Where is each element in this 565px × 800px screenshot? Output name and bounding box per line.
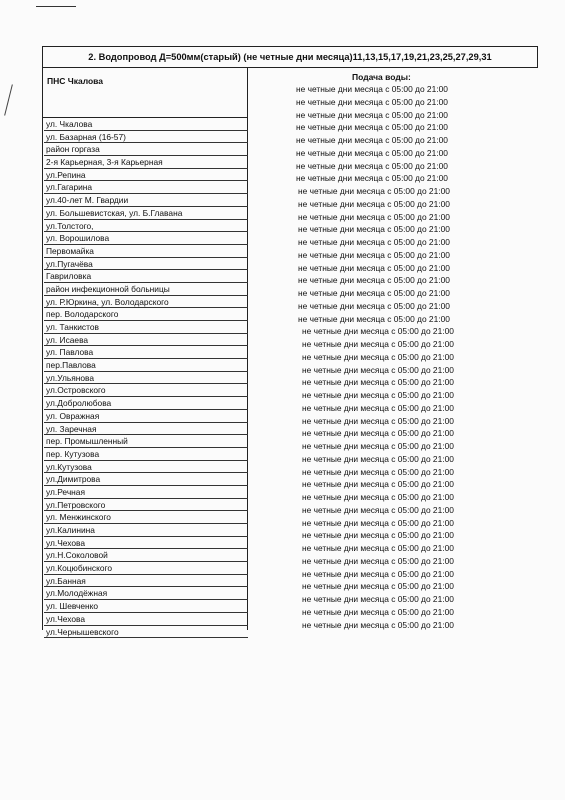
schedule-row: не четные дни месяца с 05:00 до 21:00 [296,160,448,171]
street-row: ул.Коцюбинского [44,562,248,575]
schedule-row: не четные дни месяца с 05:00 до 21:00 [302,568,454,579]
street-row: ул.Чехова [44,537,248,550]
street-row: пер. Промышленный [44,435,248,448]
schedule-row: не четные дни месяца с 05:00 до 21:00 [302,326,454,337]
schedule-row: не четные дни месяца с 05:00 до 21:00 [298,300,450,311]
schedule-row: не четные дни месяца с 05:00 до 21:00 [302,466,454,477]
street-row: ул.Пугачёва [44,258,248,271]
schedule-row: не четные дни месяца с 05:00 до 21:00 [302,402,454,413]
street-row: ул. Базарная (16-57) [44,131,248,144]
schedule-row: не четные дни месяца с 05:00 до 21:00 [302,606,454,617]
schedule-row: не четные дни месяца с 05:00 до 21:00 [302,351,454,362]
street-row: ул. Ворошилова [44,232,248,245]
schedule-row: не четные дни месяца с 05:00 до 21:00 [298,313,450,324]
street-row: пер. Кутузова [44,448,248,461]
street-row: ул. Исаева [44,334,248,347]
schedule-row: не четные дни месяца с 05:00 до 21:00 [298,198,450,209]
schedule-row: не четные дни месяца с 05:00 до 21:00 [302,619,454,630]
schedule-row: не четные дни месяца с 05:00 до 21:00 [302,339,454,349]
street-row: ул. Р.Юркина, ул. Володарского [44,296,248,309]
street-row: ул.Гагарина [44,181,248,194]
section-title-box [42,46,538,68]
schedule-row: не четные дни месяца с 05:00 до 21:00 [298,186,450,196]
street-row: район инфекционной больницы [44,283,248,296]
street-row: Первомайка [44,245,248,258]
schedule-row: не четные дни месяца с 05:00 до 21:00 [296,109,448,120]
street-row: ул. Овражная [44,410,248,423]
street-row: ул. Чкалова [44,118,248,131]
schedule-row: не четные дни месяца с 05:00 до 21:00 [302,441,454,451]
street-row: район горгаза [44,143,248,156]
street-row: пер.Павлова [44,359,248,372]
street-row: ул.Чехова [44,613,248,626]
schedule-row: не четные дни месяца с 05:00 до 21:00 [296,84,448,94]
street-row: ул.Кутузова [44,461,248,474]
schedule-row: не четные дни месяца с 05:00 до 21:00 [298,237,450,247]
schedule-row: не четные дни месяца с 05:00 до 21:00 [302,428,454,439]
street-row: ул.Димитрова [44,473,248,486]
schedule-row: не четные дни месяца с 05:00 до 21:00 [302,543,454,553]
street-row: ул.Н.Соколовой [44,549,248,562]
street-row: ул.Петровского [44,499,248,512]
street-row: ул.Толстого, [44,220,248,233]
street-row: ул.Ульянова [44,372,248,385]
street-list [44,118,248,638]
street-row: ул.Добролюбова [44,397,248,410]
schedule-row: не четные дни месяца с 05:00 до 21:00 [298,211,450,222]
street-row: пер. Володарского [44,308,248,321]
schedule-row: не четные дни месяца с 05:00 до 21:00 [302,594,454,604]
street-row: ул.Репина [44,169,248,182]
street-row: Гавриловка [44,270,248,283]
schedule-row: не четные дни месяца с 05:00 до 21:00 [302,377,454,388]
schedule-row: не четные дни месяца с 05:00 до 21:00 [298,249,450,260]
schedule-row: не четные дни месяца с 05:00 до 21:00 [296,122,448,133]
schedule-row: не четные дни месяца с 05:00 до 21:00 [302,504,454,515]
street-row: ул. Заречная [44,423,248,436]
street-row: ул. Павлова [44,346,248,359]
schedule-row: не четные дни месяца с 05:00 до 21:00 [302,479,454,490]
street-row: ул.Островского [44,384,248,397]
schedule-row: не четные дни месяца с 05:00 до 21:00 [298,224,450,235]
street-row: 2-я Карьерная, 3-я Карьерная [44,156,248,169]
schedule-row: не четные дни месяца с 05:00 до 21:00 [296,135,448,145]
schedule-row: не четные дни месяца с 05:00 до 21:00 [302,492,454,502]
schedule-row: не четные дни месяца с 05:00 до 21:00 [302,390,454,400]
street-row: ул.Молодёжная [44,587,248,600]
schedule-row: не четные дни месяца с 05:00 до 21:00 [298,262,450,273]
schedule-row: не четные дни месяца с 05:00 до 21:00 [302,364,454,375]
schedule-row: не четные дни месяца с 05:00 до 21:00 [302,555,454,566]
street-row: ул.40-лет М. Гвардии [44,194,248,207]
scan-artifact-line [36,6,76,7]
street-row: ул. Шевченко [44,600,248,613]
schedule-row: не четные дни месяца с 05:00 до 21:00 [296,96,448,107]
street-row: ул.Калинина [44,524,248,537]
street-row: ул.Чернышевского [44,626,248,639]
supply-header: Подача воды: [352,72,411,82]
schedule-row: не четные дни месяца с 05:00 до 21:00 [302,581,454,592]
street-row: ул.Речная [44,486,248,499]
schedule-row: не четные дни месяца с 05:00 до 21:00 [302,415,454,426]
schedule-row: не четные дни месяца с 05:00 до 21:00 [302,530,454,541]
schedule-row: не четные дни месяца с 05:00 до 21:00 [298,275,450,286]
schedule-row: не четные дни месяца с 05:00 до 21:00 [296,173,448,184]
street-row: ул.Банная [44,575,248,588]
schedule-row: не четные дни месяца с 05:00 до 21:00 [302,517,454,528]
section-title: 2. Водопровод Д=500мм(старый) (не четные дни месяца)11,13,15,17,19,21,23,25,27,29,31 [88,52,492,62]
pen-mark [4,84,13,115]
schedule-row: не четные дни месяца с 05:00 до 21:00 [298,288,450,298]
schedule-list [290,83,490,631]
street-row: ул. Менжинского [44,511,248,524]
schedule-row: не четные дни месяца с 05:00 до 21:00 [296,147,448,158]
schedule-row: не четные дни месяца с 05:00 до 21:00 [302,453,454,464]
street-row: ул. Большевистская, ул. Б.Главана [44,207,248,220]
station-header-cell [43,68,247,118]
street-row: ул. Танкистов [44,321,248,334]
station-label: ПНС Чкалова [47,76,104,86]
